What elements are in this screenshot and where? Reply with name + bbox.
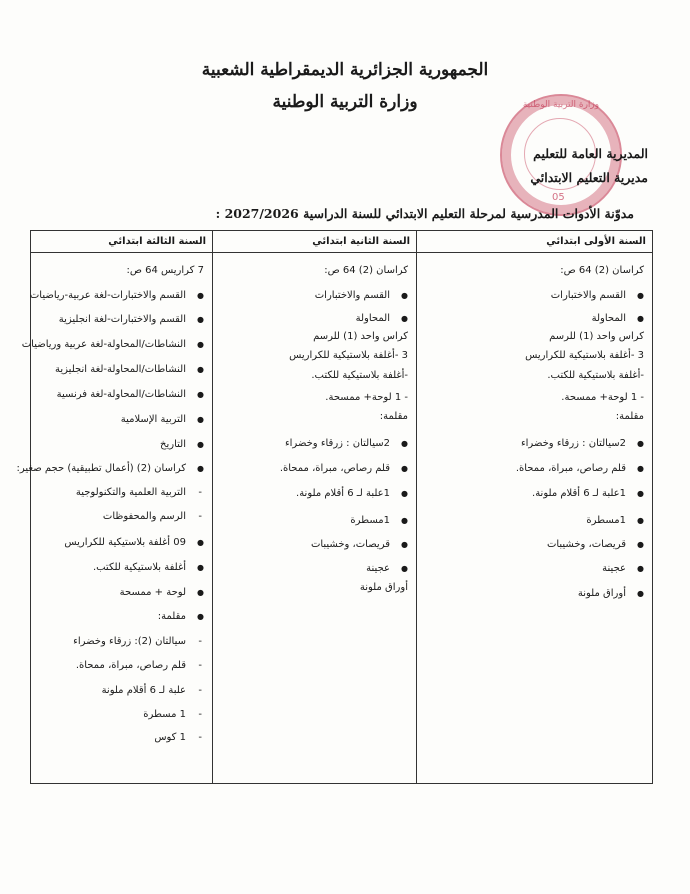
dash-item: - الرسم والمحفوظات — [37, 511, 204, 522]
bullet-item: ● أغلفة بلاستيكية للكتب. — [37, 562, 204, 573]
dash-item: - قلم رصاص، مبراة، ممحاة. — [37, 660, 204, 671]
bullet-item: ● عجينة — [219, 563, 408, 574]
bullet-item: ● 09 أغلفة بلاستيكية للكراريس — [37, 537, 204, 548]
dash-item: - 1 مسطرة — [37, 709, 204, 720]
bullet-item: ● مقلمة: — [37, 611, 204, 622]
list-line: مقلمة: — [379, 411, 408, 422]
list-line: مقلمة: — [615, 411, 644, 422]
list-line: - 1 لوحة+ ممسحة. — [561, 392, 644, 403]
bullet-item: ● 1مسطرة — [219, 515, 408, 526]
document-title: مدوّنة الأدوات المدرسية لمرحلة التعليم الابتدائي للسنة الدراسية 2027/2026 : — [215, 206, 634, 221]
column-heading: السنة الأولى ابتدائي — [417, 231, 652, 253]
list-line: 7 كراريس 64 ص: — [126, 265, 204, 276]
bullet-item: ● لوحة + ممسحة — [37, 587, 204, 598]
list-line: -أغلفة بلاستيكية للكتب. — [311, 370, 408, 381]
bullet-item: ● قريصات، وخشيبات — [423, 539, 644, 550]
list-line: كراسان (2) 64 ص: — [324, 265, 408, 276]
list-line: كراس واحد (1) للرسم — [549, 331, 644, 342]
column-third-year — [16, 231, 212, 783]
bullet-item: ● 1مسطرة — [423, 515, 644, 526]
list-line: -أغلفة بلاستيكية للكتب. — [547, 370, 644, 381]
column-heading: السنة الثالثة ابتدائي — [31, 231, 212, 253]
list-line: أوراق ملونة — [359, 582, 408, 593]
list-line: كراس واحد (1) للرسم — [313, 331, 408, 342]
dash-item: - سيالتان (2): زرقاء وخضراء — [37, 636, 204, 647]
list-line: 3 -أغلفة بلاستيكية للكراريس — [525, 350, 644, 361]
directorate: مديرية التعليم الابتدائي — [530, 170, 648, 185]
bullet-item: ● أوراق ملونة — [423, 588, 644, 599]
bullet-item: ● قريصات، وخشيبات — [219, 539, 408, 550]
bullet-item: ● النشاطات/المحاولة-لغة عربية ورياضيات — [37, 339, 204, 350]
bullet-item: ● القسم والاختبارات — [219, 290, 408, 301]
bullet-item: ● المحاولة — [423, 313, 644, 324]
republic-title: الجمهورية الجزائرية الديمقراطية الشعبية — [201, 60, 489, 80]
bullet-item: ● 1علبة لـ 6 أقلام ملونة. — [219, 488, 408, 499]
dash-item: - 1 كوس — [37, 732, 204, 743]
bullet-item: ● قلم رصاص، مبراة، ممحاة. — [423, 463, 644, 474]
ministry-title: وزارة التربية الوطنية — [272, 92, 418, 112]
bullet-item: ● النشاطات/المحاولة-لغة انجليزية — [37, 364, 204, 375]
bullet-item: ● القسم والاختبارات-لغة انجليزية — [37, 314, 204, 325]
bullet-item: ● التربية الإسلامية — [37, 414, 204, 425]
seal-number: 05 — [552, 192, 565, 203]
supplies-table — [16, 230, 653, 784]
bullet-item: ● القسم والاختبارات — [423, 290, 644, 301]
bullet-item: ● قلم رصاص، مبراة، ممحاة. — [219, 463, 408, 474]
column-second-year — [212, 231, 416, 783]
bullet-item: ● 1علبة لـ 6 أقلام ملونة. — [423, 488, 644, 499]
bullet-item: ● القسم والاختبارات-لغة عربية-رياضيات — [37, 290, 204, 301]
list-line: 3 -أغلفة بلاستيكية للكراريس — [289, 350, 408, 361]
list-line: - 1 لوحة+ ممسحة. — [325, 392, 408, 403]
seal-text: وزارة التربية الوطنية — [522, 100, 600, 110]
bullet-item: ● النشاطات/المحاولة-لغة فرنسية — [37, 389, 204, 400]
bullet-item: ● التاريخ — [37, 439, 204, 450]
bullet-item: ● عجينة — [423, 563, 644, 574]
directorate-general: المديرية العامة للتعليم — [533, 146, 648, 161]
list-line: كراسان (2) 64 ص: — [560, 265, 644, 276]
bullet-item: ● المحاولة — [219, 313, 408, 324]
column-first-year — [416, 231, 652, 783]
column-heading: السنة الثانية ابتدائي — [213, 231, 416, 253]
dash-item: - التربية العلمية والتكنولوجية — [37, 487, 204, 498]
bullet-item: ● 2سيالتان : زرقاء وخضراء — [219, 438, 408, 449]
bullet-item: ● 2سيالتان : زرقاء وخضراء — [423, 438, 644, 449]
bullet-item: ● كراسان (2) (أعمال تطبيقية) حجم صغير: — [37, 463, 204, 474]
dash-item: - علبة لـ 6 أقلام ملونة — [37, 685, 204, 696]
